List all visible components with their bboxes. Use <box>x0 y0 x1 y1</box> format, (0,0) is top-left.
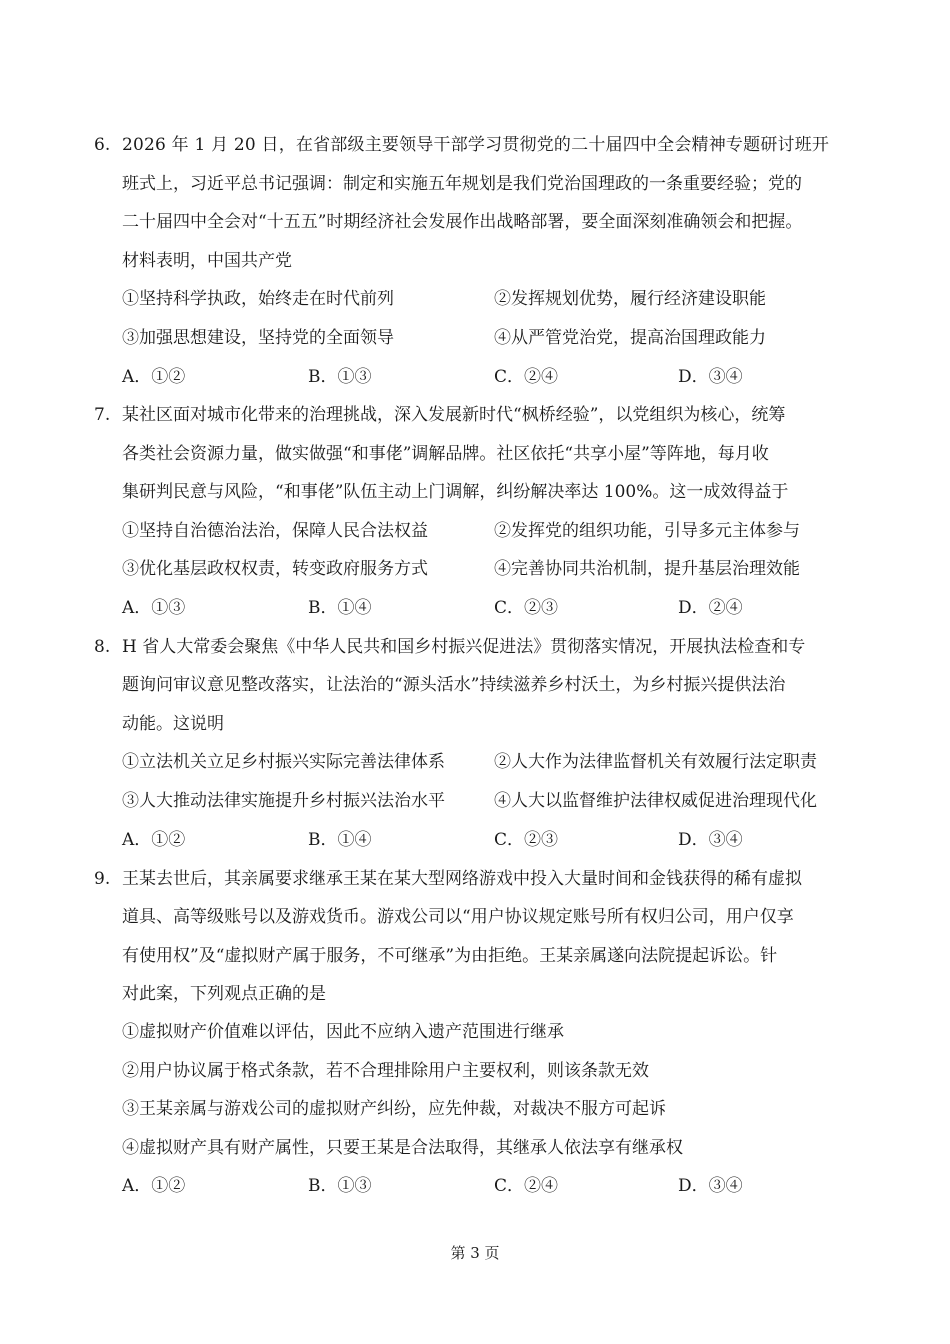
question-text-line: 有使用权”及“虚拟财产属于服务，不可继承”为由拒绝。王某亲属遂向法院提起诉讼。针 <box>122 946 778 966</box>
question-number: 9. <box>94 869 111 889</box>
question-number: 8. <box>94 637 111 657</box>
choice-c[interactable]: C．②④ <box>494 1176 559 1196</box>
statement-3: ③人大推动法律实施提升乡村振兴法治水平 <box>122 791 445 811</box>
question-text-line: 各类社会资源力量，做实做强“和事佬”调解品牌。社区依托“共享小屋”等阵地，每月收 <box>122 444 769 464</box>
statement-2: ②发挥规划优势，履行经济建设职能 <box>494 289 766 309</box>
question-number: 6. <box>94 135 111 155</box>
statement-2: ②发挥党的组织功能，引导多元主体参与 <box>494 521 800 541</box>
choice-d[interactable]: D．③④ <box>678 1176 743 1196</box>
choice-a[interactable]: A．①② <box>122 1176 186 1196</box>
choice-c[interactable]: C．②③ <box>494 830 559 850</box>
statement-3: ③王某亲属与游戏公司的虚拟财产纠纷，应先仲裁，对裁决不服方可起诉 <box>122 1099 666 1119</box>
choice-b[interactable]: B．①③ <box>308 367 372 387</box>
question-text-line: 班式上，习近平总书记强调：制定和实施五年规划是我们党治国理政的一条重要经验；党的 <box>122 174 802 194</box>
statement-1: ①虚拟财产价值难以评估，因此不应纳入遗产范围进行继承 <box>122 1022 564 1042</box>
question-text-line: 材料表明，中国共产党 <box>122 251 292 271</box>
statement-1: ①立法机关立足乡村振兴实际完善法律体系 <box>122 752 445 772</box>
choice-a[interactable]: A．①② <box>122 830 186 850</box>
question-number: 7. <box>94 405 111 425</box>
question-text-line: 道具、高等级账号以及游戏货币。游戏公司以“用户协议规定账号所有权归公司，用户仅享 <box>122 907 794 927</box>
question-text-line: 集研判民意与风险，“和事佬”队伍主动上门调解，纠纷解决率达 100%。这一成效得益于 <box>122 482 789 502</box>
choice-d[interactable]: D．②④ <box>678 598 743 618</box>
question-text-line: 动能。这说明 <box>122 714 224 734</box>
choice-d[interactable]: D．③④ <box>678 830 743 850</box>
choice-b[interactable]: B．①④ <box>308 830 372 850</box>
statement-1: ①坚持科学执政，始终走在时代前列 <box>122 289 394 309</box>
statement-4: ④虚拟财产具有财产属性，只要王某是合法取得，其继承人依法享有继承权 <box>122 1138 683 1158</box>
question-text-line: 对此案，下列观点正确的是 <box>122 984 326 1004</box>
question-text-line: 某社区面对城市化带来的治理挑战，深入发展新时代“枫桥经验”，以党组织为核心，统筹 <box>122 405 786 425</box>
statement-3: ③优化基层政权权责，转变政府服务方式 <box>122 559 428 579</box>
question-text-line: H 省人大常委会聚焦《中华人民共和国乡村振兴促进法》贯彻落实情况，开展执法检查和专 <box>122 637 806 657</box>
question-text-line: 2026 年 1 月 20 日，在省部级主要领导干部学习贯彻党的二十届四中全会精神专题研讨班开 <box>122 135 830 155</box>
statement-2: ②用户协议属于格式条款，若不合理排除用户主要权利，则该条款无效 <box>122 1061 649 1081</box>
question-text-line: 二十届四中全会对“十五五”时期经济社会发展作出战略部署，要全面深刻准确领会和把握。 <box>122 212 803 232</box>
choice-a[interactable]: A．①② <box>122 367 186 387</box>
statement-2: ②人大作为法律监督机关有效履行法定职责 <box>494 752 817 772</box>
statement-4: ④完善协同共治机制，提升基层治理效能 <box>494 559 800 579</box>
choice-b[interactable]: B．①④ <box>308 598 372 618</box>
statement-1: ①坚持自治德治法治，保障人民合法权益 <box>122 521 428 541</box>
choice-a[interactable]: A．①③ <box>122 598 186 618</box>
statement-4: ④从严管党治党，提高治国理政能力 <box>494 328 766 348</box>
choice-c[interactable]: C．②③ <box>494 598 559 618</box>
question-text-line: 题询问审议意见整改落实，让法治的“源头活水”持续滋养乡村沃土，为乡村振兴提供法治 <box>122 675 786 695</box>
question-text-line: 王某去世后，其亲属要求继承王某在某大型网络游戏中投入大量时间和金钱获得的稀有虚拟 <box>122 869 802 889</box>
choice-d[interactable]: D．③④ <box>678 367 743 387</box>
choice-c[interactable]: C．②④ <box>494 367 559 387</box>
choice-b[interactable]: B．①③ <box>308 1176 372 1196</box>
statement-4: ④人大以监督维护法律权威促进治理现代化 <box>494 791 817 811</box>
statement-3: ③加强思想建设，坚持党的全面领导 <box>122 328 394 348</box>
page-number: 第 3 页 <box>450 1244 500 1262</box>
